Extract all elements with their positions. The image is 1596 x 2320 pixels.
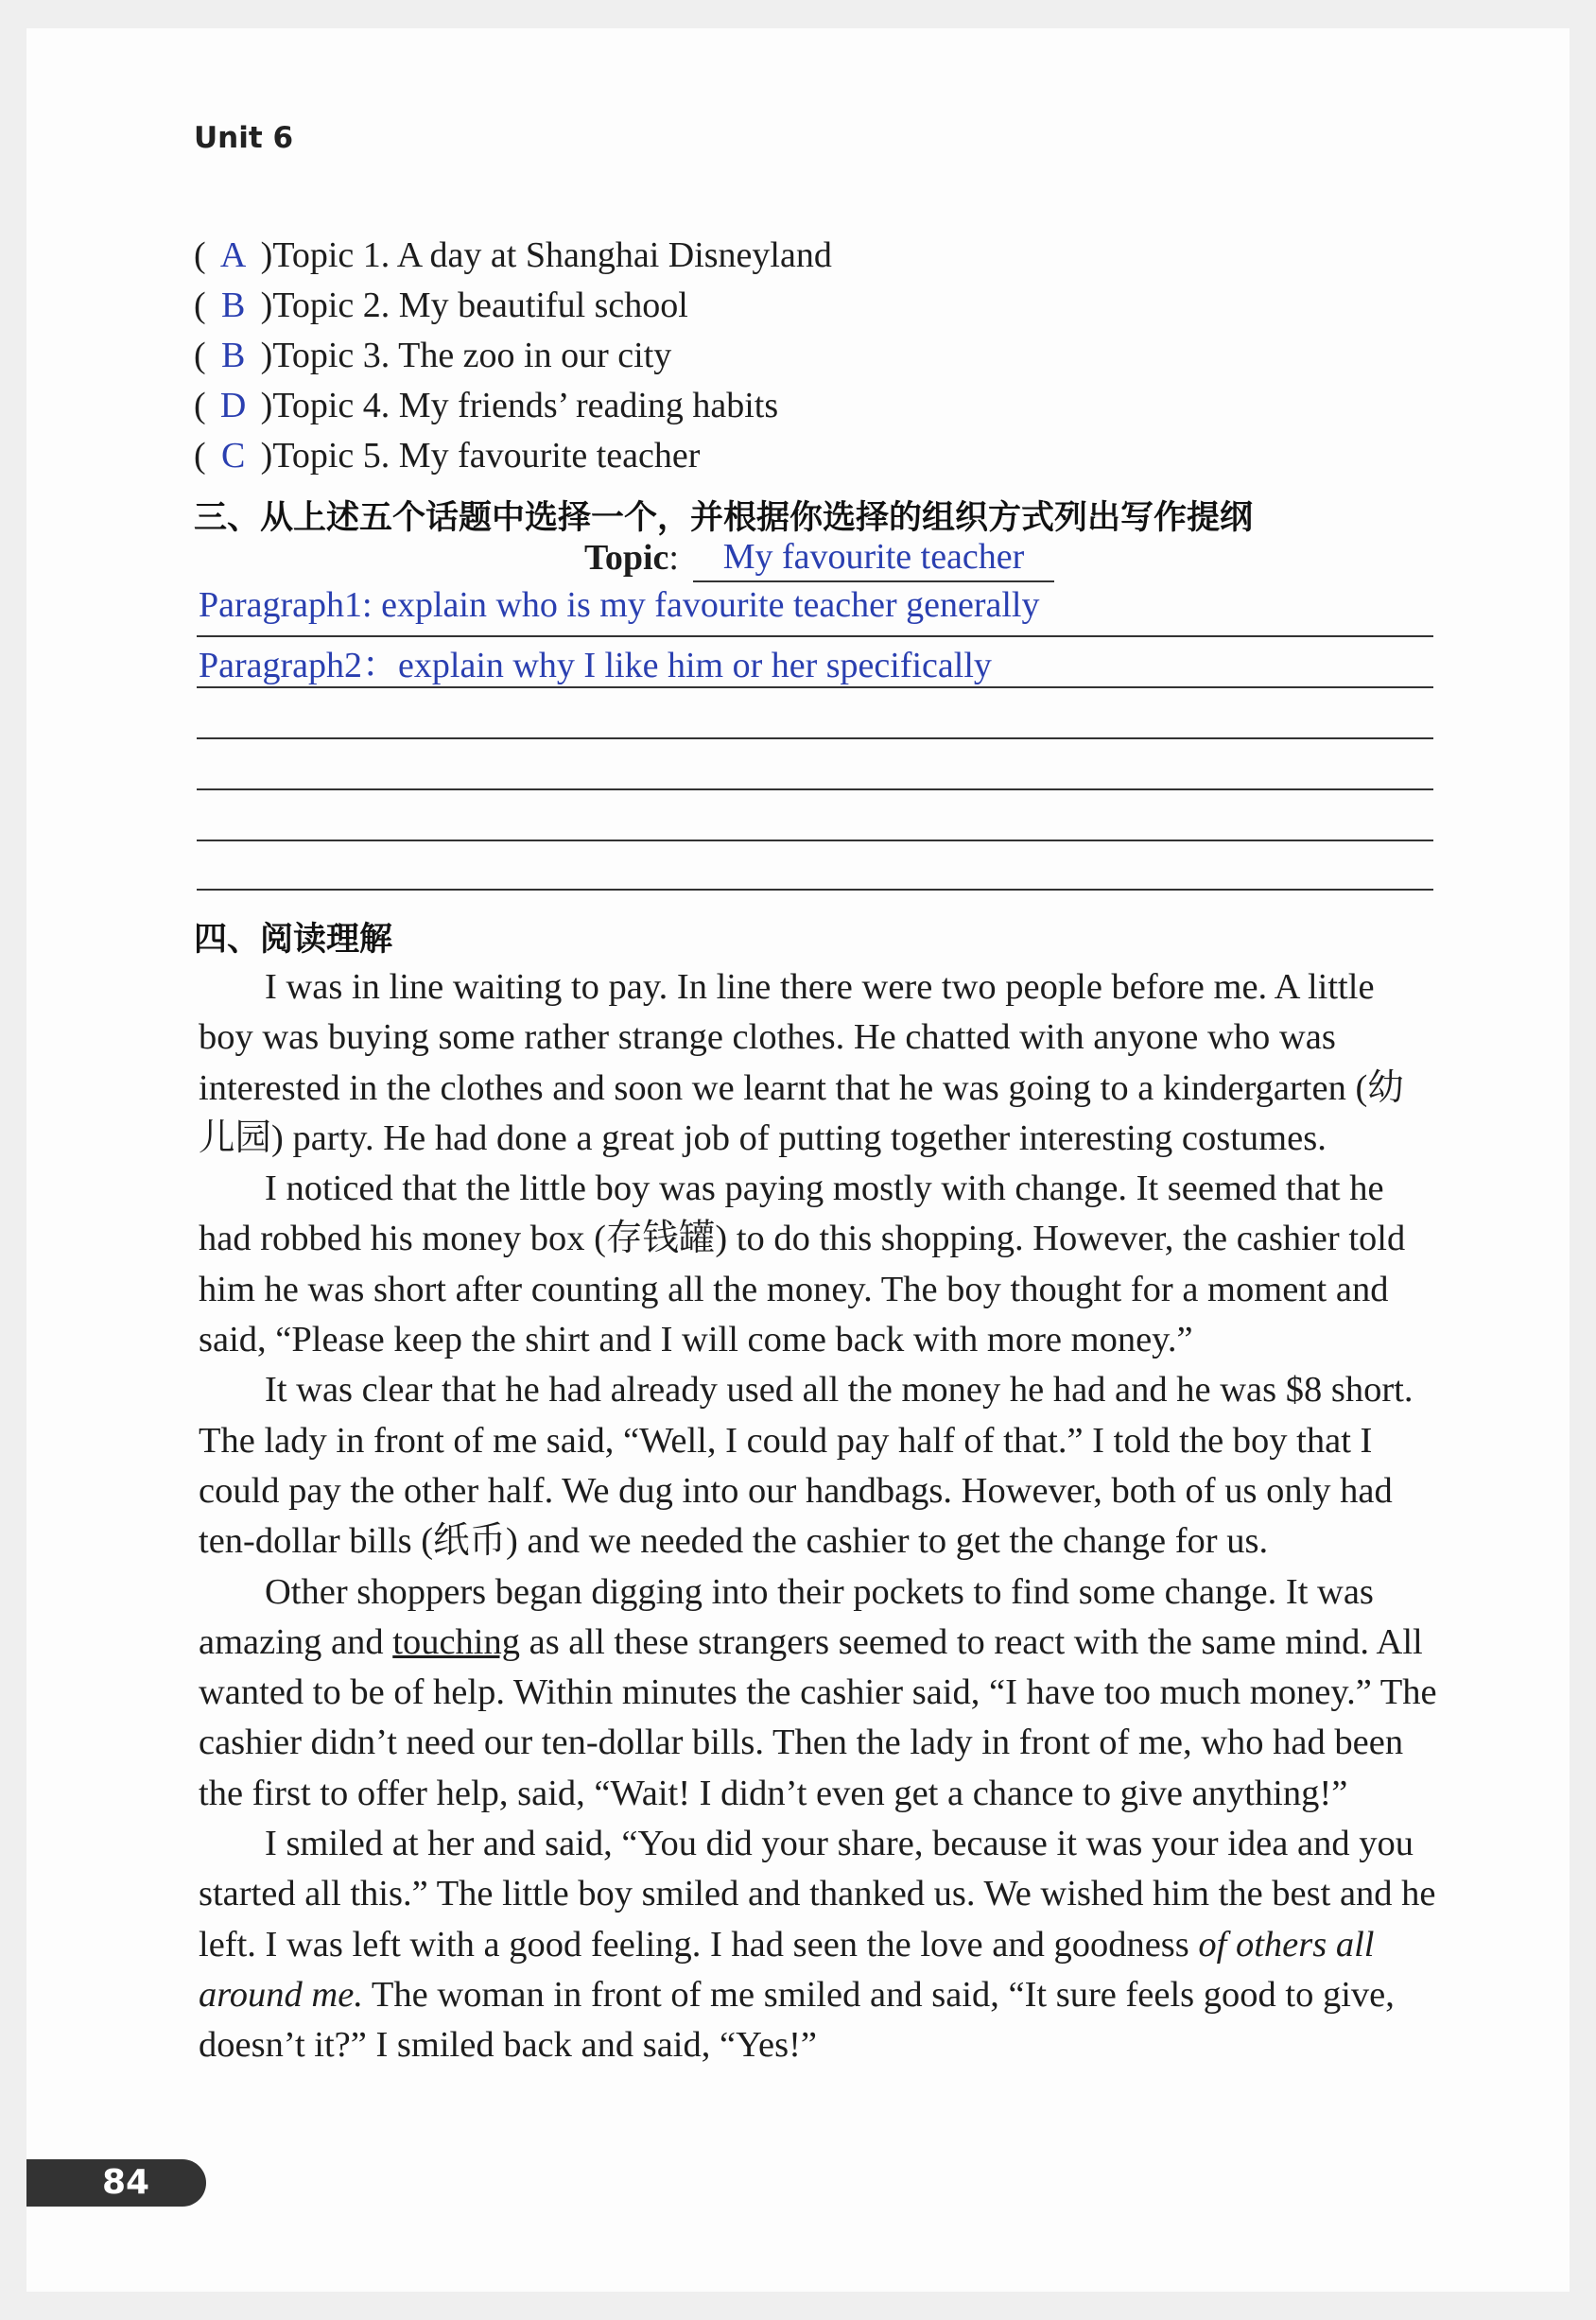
topic-text: Topic 5. My favourite teacher	[272, 436, 701, 476]
writing-line	[197, 686, 1433, 688]
underlined-word: touching	[392, 1621, 520, 1662]
passage-paragraph: It was clear that he had already used all the money he had and he was $8 short. The lady in front of me said, “Well, I could pay half of that.” I told the boy that I could pay the other half. We dug into our handbags. However, both of us only had ten-dollar bills (纸币) and we needed the cashier to get the change for us.	[199, 1370, 1414, 1562]
answer-blank[interactable]: A	[219, 235, 247, 275]
answer-blank[interactable]: B	[220, 286, 246, 325]
answer-blank[interactable]: D	[219, 386, 247, 425]
outline-topic-answer[interactable]: My favourite teacher	[693, 533, 1054, 582]
reading-passage	[199, 962, 1437, 2071]
answer-blank[interactable]: B	[220, 336, 246, 375]
writing-line	[197, 840, 1433, 841]
outline-line-1[interactable]: Paragraph1: explain who is my favourite teacher generally	[199, 585, 1040, 625]
writing-line	[197, 889, 1433, 891]
topic-text: Topic 3. The zoo in our city	[272, 336, 672, 375]
topic-row: ( A )Topic 1. A day at Shanghai Disneyland	[194, 231, 832, 280]
outline-topic-label: Topic:	[584, 538, 679, 578]
passage-paragraph: I noticed that the little boy was paying mostly with change. It seemed that he had robbed his money box (存钱罐) to do this shopping. However, the cashier told him he was short after counting all the money. The boy thought for a moment and said, “Please keep the shirt and I will come back with more money.”	[199, 1169, 1406, 1360]
topic-row: ( B )Topic 3. The zoo in our city	[194, 331, 671, 380]
topic-text: Topic 2. My beautiful school	[272, 286, 688, 325]
topic-row: ( B )Topic 2. My beautiful school	[194, 281, 688, 330]
passage-paragraph: I smiled at her and said, “You did your share, because it was your idea and you started all this.” The little boy smiled and thanked us. We wished him the best and he left. I was left with a good feeling. I had seen the love and goodness of others all around me. The woman in front of me smiled and said, “It sure feels good to give, doesn’t it?” I smiled back and said, “Yes!”	[199, 1824, 1436, 2066]
section-4-heading: 四、阅读理解	[194, 921, 393, 959]
answer-blank[interactable]: C	[220, 436, 246, 476]
topic-row: ( C )Topic 5. My favourite teacher	[194, 431, 700, 480]
topic-row: ( D )Topic 4. My friends’ reading habits	[194, 381, 778, 430]
topic-text: Topic 4. My friends’ reading habits	[272, 386, 779, 425]
writing-line	[197, 737, 1433, 739]
outline-line-2[interactable]: Paragraph2：explain why I like him or her specifically	[199, 646, 992, 685]
unit-header: Unit 6	[194, 121, 294, 155]
section-3-heading: 三、从上述五个话题中选择一个，并根据你选择的组织方式列出写作提纲	[194, 499, 1254, 537]
writing-line	[197, 788, 1433, 790]
passage-paragraph: Other shoppers began digging into their pockets to find some change. It was amazing and touching as all these strangers seemed to react with the same mind. All wanted to be of help. Within minutes the cashier said, “I have too much money.” The cashier didn’t need our ten-dollar bills. Then the lady in front of me, who had been the first to offer help, said, “Wait! I didn’t even get a chance to give anything!”	[199, 1571, 1437, 1813]
topic-text: Topic 1. A day at Shanghai Disneyland	[272, 235, 832, 275]
passage-paragraph: I was in line waiting to pay. In line there were two people before me. A little boy was buying some rather strange clothes. He chatted with anyone who was interested in the clothes and soon we learnt that he was going to a kindergarten (幼儿园) party. He had done a great job of putting together interesting costumes.	[199, 967, 1404, 1158]
page-number: 84	[26, 2159, 206, 2207]
